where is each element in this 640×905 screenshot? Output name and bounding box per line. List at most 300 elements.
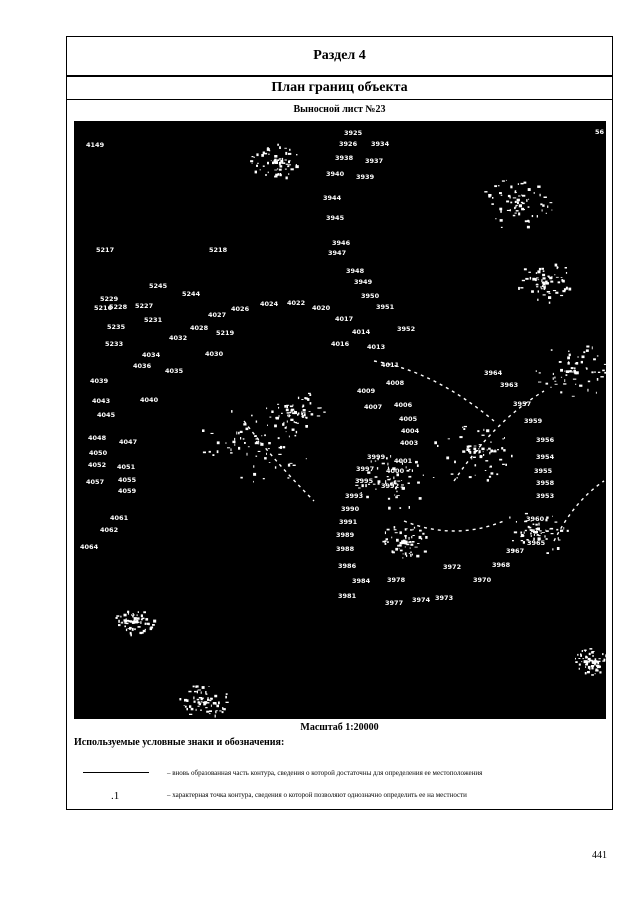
terrain-speck <box>592 660 593 663</box>
terrain-speck <box>405 537 406 539</box>
point-label: 4039 <box>90 377 109 385</box>
terrain-speck <box>504 437 505 439</box>
point-label: 3952 <box>397 325 416 333</box>
terrain-speck <box>140 621 141 624</box>
terrain-speck <box>186 708 188 710</box>
terrain-speck <box>227 447 230 448</box>
terrain-speck <box>302 416 303 418</box>
terrain-speck <box>513 197 516 198</box>
terrain-speck <box>585 666 586 668</box>
terrain-speck <box>543 294 546 295</box>
terrain-speck <box>406 466 407 468</box>
point-label: 3965 <box>527 539 546 547</box>
terrain-speck <box>591 651 594 653</box>
terrain-speck <box>469 451 471 454</box>
terrain-speck <box>457 477 458 478</box>
terrain-speck <box>286 164 288 165</box>
terrain-speck <box>554 381 556 382</box>
terrain-speck <box>204 702 205 704</box>
terrain-speck <box>222 707 223 710</box>
terrain-speck <box>523 209 525 210</box>
terrain-speck <box>594 660 596 661</box>
terrain-speck <box>503 438 504 439</box>
terrain-speck <box>415 461 418 464</box>
terrain-speck <box>256 153 258 156</box>
terrain-speck <box>387 529 390 531</box>
point-label: 3945 <box>326 214 345 222</box>
terrain-speck <box>521 195 522 196</box>
plan-title: План границ объекта <box>67 75 612 100</box>
terrain-speck <box>552 516 553 517</box>
terrain-speck <box>538 382 541 383</box>
terrain-speck <box>597 378 599 381</box>
terrain-speck <box>399 507 401 509</box>
terrain-speck <box>575 658 576 660</box>
terrain-speck <box>284 405 286 408</box>
terrain-speck <box>579 385 582 387</box>
terrain-speck <box>522 195 525 197</box>
terrain-speck <box>408 476 411 478</box>
terrain-speck <box>126 623 129 624</box>
terrain-speck <box>583 351 585 353</box>
terrain-speck <box>284 162 285 164</box>
point-label: 4004 <box>401 427 420 435</box>
point-label: 3989 <box>336 531 355 539</box>
terrain-speck <box>571 371 572 373</box>
terrain-streak <box>554 481 604 541</box>
terrain-speck <box>194 701 196 703</box>
terrain-speck <box>541 268 544 270</box>
terrain-speck <box>588 666 591 669</box>
terrain-speck <box>137 614 138 616</box>
terrain-speck <box>230 452 233 453</box>
point-label: 3938 <box>335 154 354 162</box>
terrain-speck <box>287 421 288 423</box>
terrain-speck <box>293 465 296 466</box>
point-label: 3981 <box>338 592 357 600</box>
terrain-speck <box>152 624 155 626</box>
terrain-speck <box>544 197 547 199</box>
terrain-speck <box>483 451 484 452</box>
terrain-speck <box>485 470 487 471</box>
terrain-speck <box>539 535 541 536</box>
terrain-speck <box>542 204 544 206</box>
terrain-speck <box>591 371 593 373</box>
terrain-speck <box>246 428 249 431</box>
point-label: 3956 <box>536 436 555 444</box>
terrain-speck <box>563 383 566 384</box>
point-label: 5229 <box>100 295 119 303</box>
terrain-speck <box>137 620 138 622</box>
terrain-speck <box>574 367 575 369</box>
terrain-speck <box>545 530 546 531</box>
terrain-speck <box>546 383 549 385</box>
terrain-speck <box>554 274 555 275</box>
terrain-speck <box>275 466 276 468</box>
terrain-speck <box>522 203 525 205</box>
point-label: 4020 <box>312 304 331 312</box>
terrain-speck <box>189 714 192 715</box>
terrain-speck <box>261 435 262 436</box>
legend-title: Используемые условные знаки и обозначения: <box>74 737 285 748</box>
terrain-speck <box>553 377 554 379</box>
legend-item-point <box>67 789 612 803</box>
terrain-speck <box>116 617 118 619</box>
terrain-speck <box>142 618 145 620</box>
terrain-speck <box>599 671 601 673</box>
terrain-speck <box>219 710 221 711</box>
terrain-speck <box>282 158 283 160</box>
terrain-speck <box>517 202 519 205</box>
point-label: 3925 <box>344 129 363 137</box>
terrain-speck <box>255 442 258 444</box>
terrain-speck <box>541 281 542 282</box>
terrain-speck <box>124 626 126 628</box>
terrain-speck <box>542 532 545 533</box>
terrain-speck <box>375 489 376 490</box>
terrain-speck <box>126 629 127 631</box>
terrain-speck <box>537 299 538 301</box>
terrain-speck <box>116 615 119 617</box>
terrain-speck <box>231 448 232 451</box>
point-label: 3988 <box>336 545 355 553</box>
terrain-speck <box>277 404 279 405</box>
terrain-speck <box>410 548 411 549</box>
point-label: 3944 <box>323 194 342 202</box>
terrain-speck <box>231 410 232 413</box>
terrain-speck <box>518 213 520 216</box>
terrain-speck <box>537 528 540 531</box>
terrain-speck <box>417 482 420 484</box>
terrain-speck <box>547 206 548 208</box>
terrain-speck <box>395 496 398 498</box>
terrain-speck <box>522 280 525 281</box>
terrain-speck <box>526 199 527 202</box>
terrain-speck <box>462 450 465 452</box>
terrain-speck <box>387 463 388 466</box>
terrain-speck <box>527 226 530 229</box>
terrain-speck <box>588 381 590 383</box>
terrain-speck <box>129 627 131 629</box>
terrain-speck <box>414 527 415 529</box>
terrain-speck <box>529 527 532 529</box>
terrain-speck <box>202 698 204 700</box>
terrain-speck <box>305 398 308 400</box>
terrain-speck <box>546 213 547 214</box>
terrain-speck <box>524 268 527 270</box>
terrain-speck <box>254 157 255 158</box>
terrain-speck <box>217 450 219 453</box>
terrain-speck <box>585 672 587 674</box>
terrain-speck <box>271 160 272 161</box>
terrain-speck <box>410 552 411 554</box>
terrain-speck <box>575 363 576 364</box>
page-number: 441 <box>592 850 607 861</box>
terrain-speck <box>586 367 588 368</box>
terrain-speck <box>263 166 265 167</box>
terrain-speck <box>501 447 503 449</box>
point-label: 4001 <box>394 457 413 465</box>
terrain-speck <box>301 413 303 415</box>
terrain-speck <box>497 449 499 450</box>
point-label: 4051 <box>117 463 136 471</box>
point-label: 3960 <box>526 515 545 523</box>
point-label: 5235 <box>107 323 126 331</box>
terrain-speck <box>268 442 271 444</box>
terrain-speck <box>587 671 590 673</box>
terrain-speck <box>555 264 558 267</box>
terrain-speck <box>567 530 569 532</box>
terrain-streak <box>404 521 504 531</box>
terrain-speck <box>550 528 553 530</box>
terrain-speck <box>203 452 206 454</box>
terrain-speck <box>303 412 305 413</box>
terrain-speck <box>389 508 391 509</box>
terrain-speck <box>542 274 545 276</box>
terrain-speck <box>499 459 502 461</box>
terrain-speck <box>503 449 505 451</box>
terrain-speck <box>410 529 413 530</box>
point-label: 3963 <box>500 381 519 389</box>
point-label: 4024 <box>260 300 279 308</box>
terrain-speck <box>579 664 581 666</box>
terrain-speck <box>481 448 484 451</box>
terrain-speck <box>528 206 530 208</box>
terrain-speck <box>556 277 559 278</box>
point-label: 3977 <box>385 599 404 607</box>
terrain-speck <box>193 697 194 700</box>
terrain-speck <box>604 659 606 661</box>
point-label: 3949 <box>354 278 373 286</box>
terrain-speck <box>210 698 213 699</box>
terrain-speck <box>510 202 512 204</box>
point-label: 3968 <box>492 561 511 569</box>
point-label: 5245 <box>149 282 168 290</box>
terrain-speck <box>410 554 411 557</box>
terrain-speck <box>506 201 509 203</box>
point-label: 4059 <box>118 487 137 495</box>
terrain-speck <box>197 699 200 701</box>
terrain-speck <box>240 437 241 440</box>
terrain-speck <box>411 536 412 538</box>
terrain-speck <box>557 547 560 550</box>
terrain-speck <box>509 517 510 519</box>
terrain-speck <box>377 467 378 470</box>
terrain-streak <box>374 361 494 421</box>
terrain-speck <box>462 427 463 429</box>
terrain-speck <box>412 469 413 472</box>
terrain-speck <box>505 464 507 466</box>
point-label: 4043 <box>92 397 111 405</box>
terrain-speck <box>580 654 582 657</box>
terrain-speck <box>419 497 422 500</box>
point-label: 3990 <box>341 505 360 513</box>
terrain-speck <box>216 705 219 708</box>
terrain-speck <box>286 431 287 432</box>
point-label: 4055 <box>118 476 137 484</box>
point-label: 5227 <box>135 302 154 310</box>
terrain-speck <box>545 283 548 285</box>
point-label: 3974 <box>412 596 431 604</box>
terrain-speck <box>515 201 516 203</box>
terrain-speck <box>528 220 529 223</box>
terrain-speck <box>253 465 254 467</box>
terrain-speck <box>278 454 281 455</box>
point-label: 3926 <box>339 140 358 148</box>
terrain-speck <box>558 537 559 539</box>
terrain-speck <box>294 411 296 413</box>
terrain-speck <box>214 696 216 697</box>
terrain-speck <box>288 164 291 165</box>
point-label: 3993 <box>345 492 364 500</box>
terrain-speck <box>534 533 535 536</box>
point-label: 4061 <box>110 514 129 522</box>
terrain-speck <box>500 210 502 213</box>
terrain-speck <box>284 148 287 149</box>
terrain-speck <box>264 434 266 436</box>
point-label: 4048 <box>88 434 107 442</box>
terrain-speck <box>500 219 503 222</box>
terrain-speck <box>538 279 540 280</box>
terrain-speck <box>540 194 541 197</box>
point-label: 4013 <box>367 343 386 351</box>
terrain-speck <box>569 354 571 357</box>
terrain-speck <box>396 539 399 542</box>
terrain-speck <box>405 542 407 544</box>
point-label: 4017 <box>335 315 354 323</box>
point-label: 4007 <box>364 403 383 411</box>
terrain-speck <box>576 362 579 365</box>
point-label: 4006 <box>394 401 413 409</box>
terrain-speck <box>279 447 280 449</box>
terrain-speck <box>385 543 387 545</box>
terrain-speck <box>202 686 205 689</box>
terrain-speck <box>399 548 400 549</box>
terrain-speck <box>539 268 541 270</box>
terrain-speck <box>216 710 217 711</box>
terrain-speck <box>468 445 471 447</box>
point-label: 3995 <box>355 477 374 485</box>
terrain-speck <box>425 536 427 539</box>
terrain-speck <box>226 702 229 703</box>
terrain-speck <box>595 661 596 664</box>
terrain-speck <box>547 291 550 293</box>
terrain-speck <box>501 195 503 196</box>
terrain-speck <box>466 448 469 451</box>
terrain-speck <box>602 370 605 372</box>
terrain-speck <box>193 686 195 688</box>
terrain-speck <box>419 530 422 532</box>
terrain-speck <box>279 162 281 165</box>
terrain-speck <box>404 535 407 537</box>
terrain-speck <box>243 423 246 425</box>
terrain-speck <box>133 614 134 616</box>
terrain-speck <box>502 464 505 465</box>
terrain-speck <box>506 180 507 181</box>
terrain-speck <box>499 208 502 211</box>
terrain-speck <box>492 197 493 199</box>
point-label: 4011 <box>381 361 400 369</box>
terrain-speck <box>599 658 601 659</box>
terrain-speck <box>555 292 558 294</box>
terrain-speck <box>402 557 403 558</box>
terrain-speck <box>285 169 287 170</box>
terrain-speck <box>405 547 406 548</box>
terrain-speck <box>258 442 259 444</box>
point-label: 3940 <box>326 170 345 178</box>
terrain-speck <box>400 550 403 552</box>
terrain-speck <box>288 464 290 467</box>
terrain-speck <box>256 165 258 167</box>
terrain-speck <box>134 622 135 624</box>
terrain-speck <box>589 660 592 662</box>
terrain-speck <box>138 626 141 628</box>
terrain-speck <box>375 476 378 478</box>
terrain-speck <box>286 405 289 406</box>
terrain-speck <box>518 287 520 290</box>
legend-point-text: – характерная точка контура, сведения о которой позволяют однозначно определить ее на местности <box>167 791 467 799</box>
terrain-speck <box>292 413 295 414</box>
terrain-speck <box>279 146 281 149</box>
sheet-title: Выносной лист №23 <box>293 103 386 115</box>
terrain-speck <box>543 287 545 289</box>
terrain-speck <box>584 660 587 663</box>
point-label: 4014 <box>352 328 371 336</box>
point-label: 5218 <box>209 246 228 254</box>
terrain-speck <box>289 412 291 414</box>
terrain-speck <box>140 632 143 634</box>
terrain-speck <box>281 413 283 414</box>
terrain-speck <box>207 697 209 698</box>
document-frame <box>66 36 613 810</box>
terrain-speck <box>433 477 435 478</box>
terrain-speck <box>394 495 395 496</box>
terrain-speck <box>488 448 491 450</box>
terrain-speck <box>417 464 419 467</box>
terrain-speck <box>274 170 277 171</box>
terrain-speck <box>405 552 407 555</box>
terrain-speck <box>551 349 553 351</box>
terrain-speck <box>409 553 410 554</box>
terrain-speck <box>541 533 542 534</box>
terrain-speck <box>496 473 498 475</box>
terrain-speck <box>412 554 413 556</box>
terrain-speck <box>501 227 503 228</box>
terrain-speck <box>536 530 537 532</box>
terrain-speck <box>382 541 385 543</box>
terrain-speck <box>537 186 540 188</box>
terrain-speck <box>565 267 567 269</box>
terrain-speck <box>263 478 265 479</box>
terrain-speck <box>386 457 388 459</box>
terrain-speck <box>595 673 596 674</box>
terrain-speck <box>124 620 127 622</box>
terrain-speck <box>212 454 214 456</box>
terrain-speck <box>592 346 593 349</box>
terrain-speck <box>278 173 280 176</box>
terrain-speck <box>373 484 376 485</box>
terrain-speck <box>215 711 216 714</box>
point-label: 5244 <box>182 290 201 298</box>
terrain-speck <box>207 699 209 701</box>
terrain-speck <box>586 349 589 352</box>
terrain-speck <box>560 391 562 393</box>
terrain-speck <box>118 624 121 626</box>
terrain-speck <box>552 210 553 211</box>
terrain-speck <box>549 277 552 280</box>
terrain-speck <box>392 550 394 553</box>
terrain-speck <box>234 438 235 441</box>
